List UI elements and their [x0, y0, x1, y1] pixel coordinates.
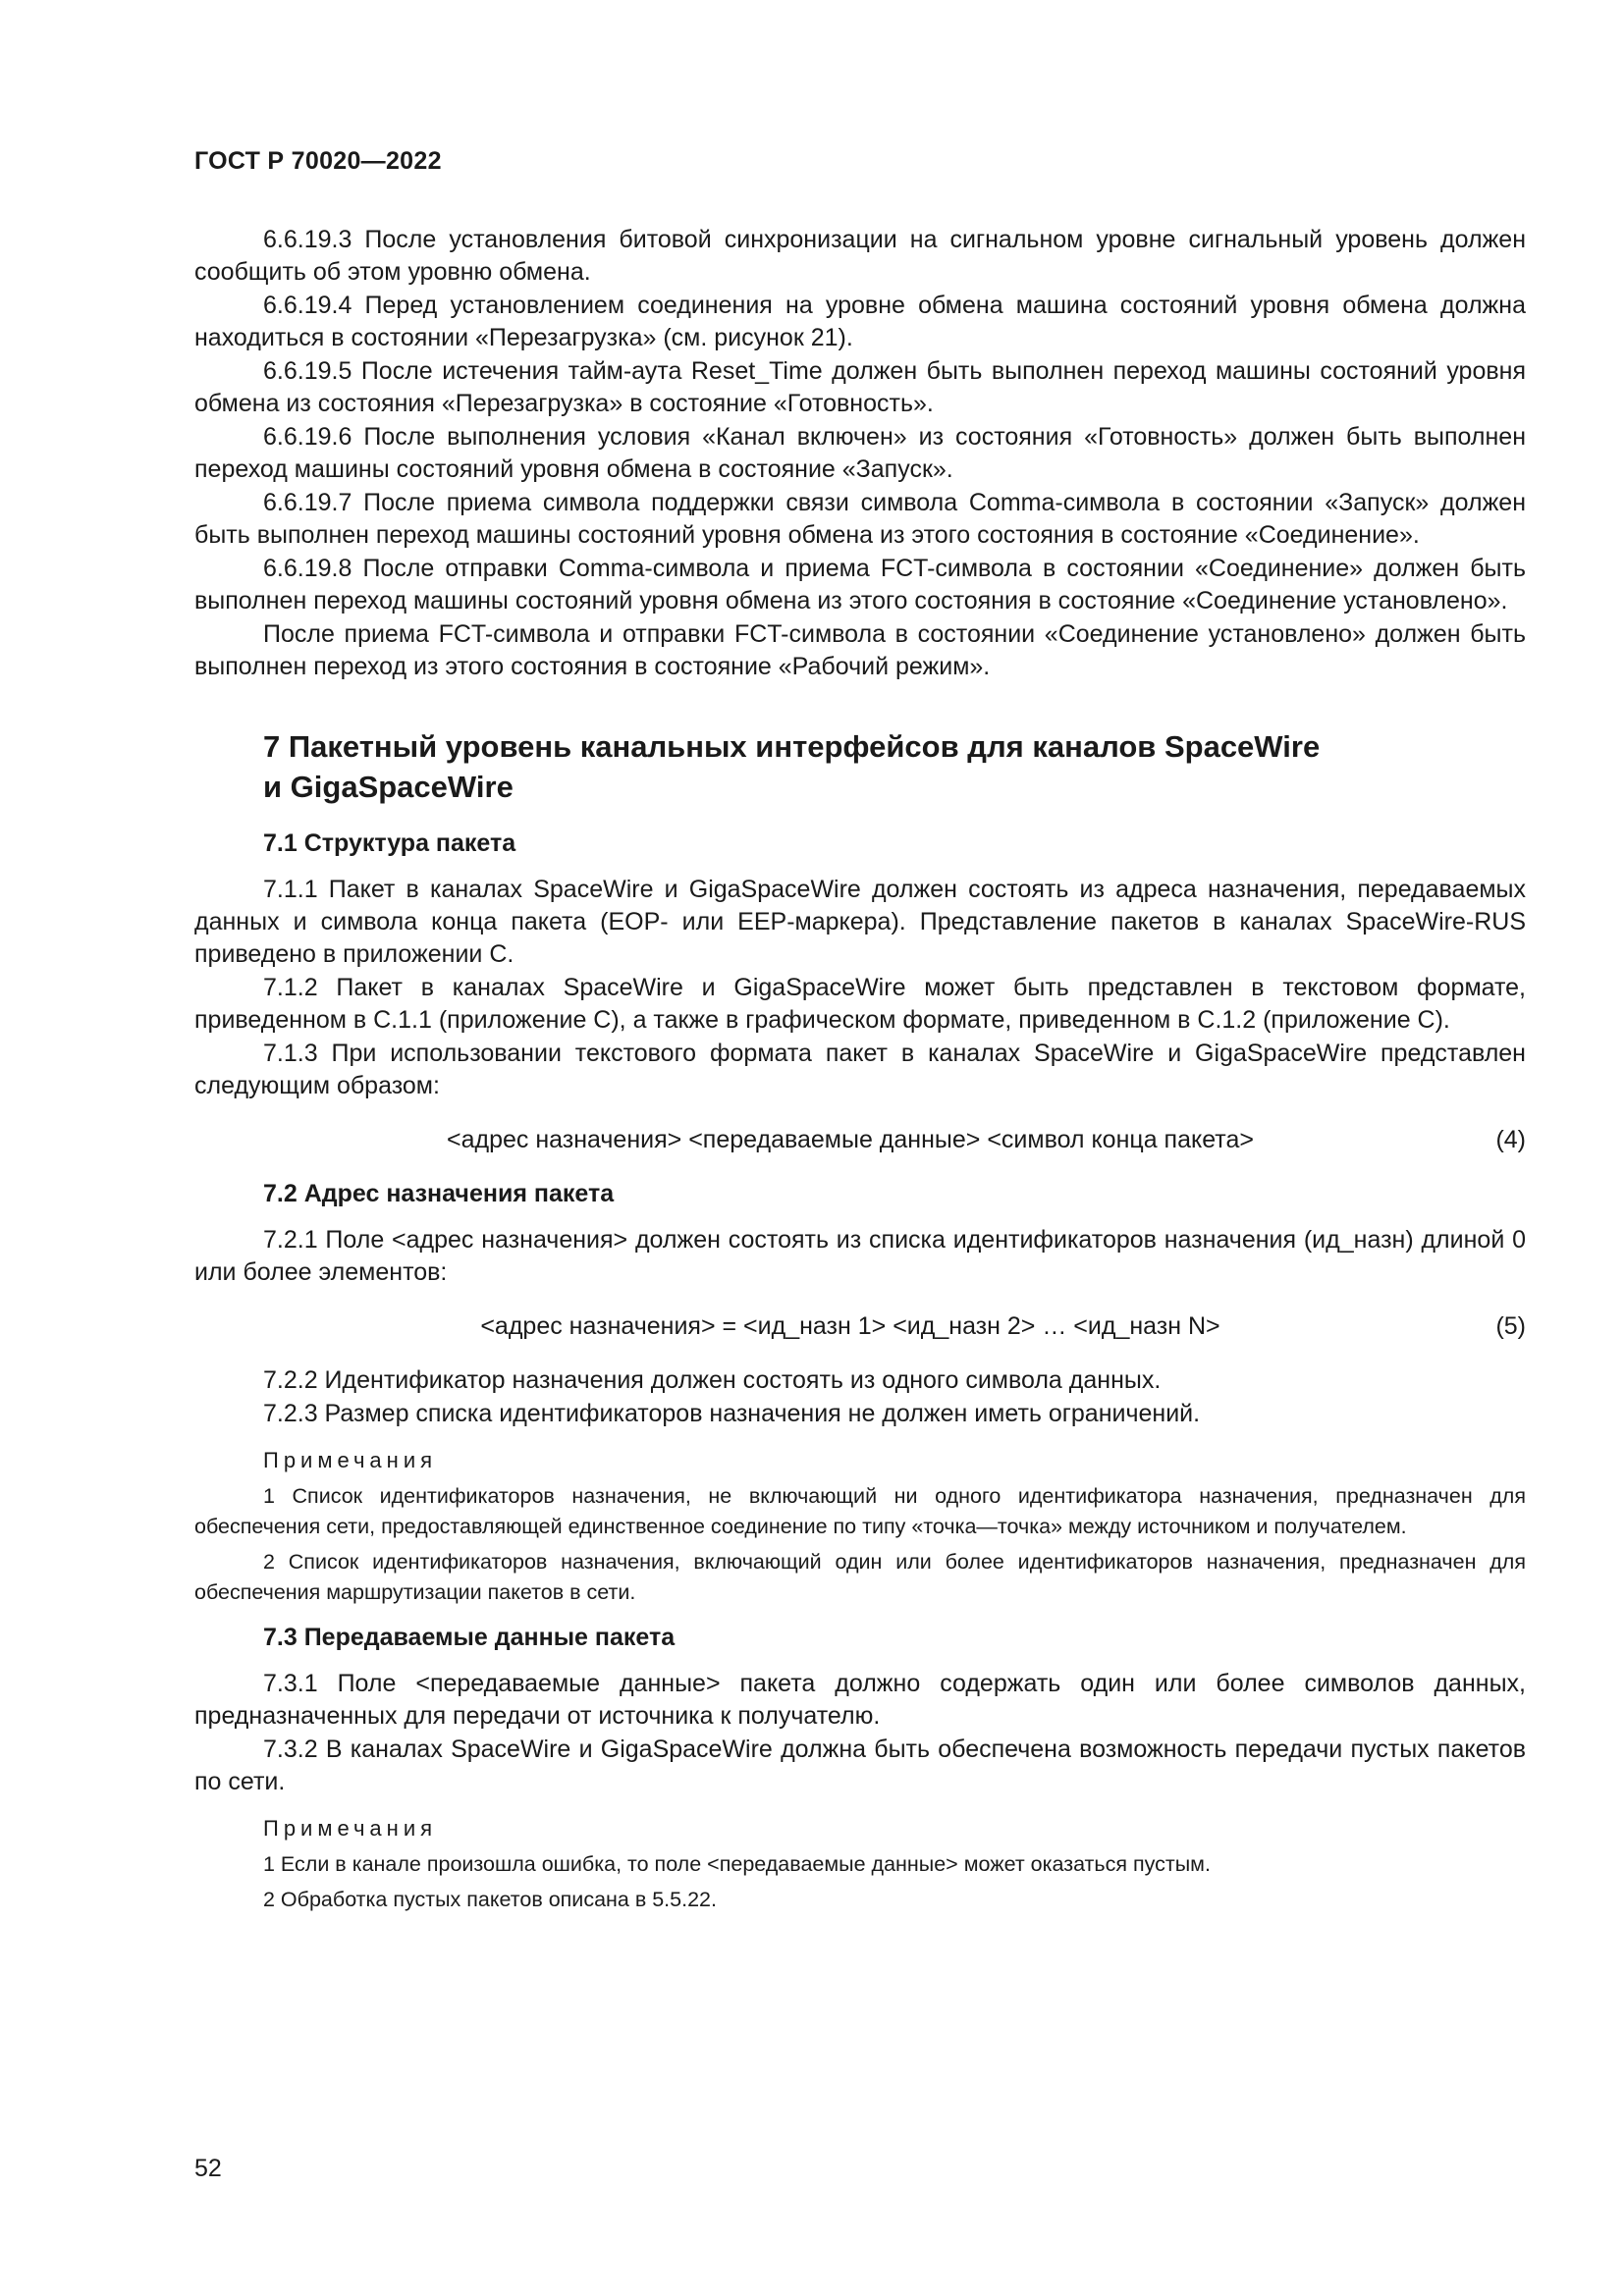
paragraph-7-1-2: 7.1.2 Пакет в каналах SpaceWire и GigaSpaceWire может быть представлен в текстовом формате, приведенном в С.1.1 (приложение С), а также в графическом формате, приведенном в С.1.2 (приложение С).	[194, 974, 1526, 1034]
formula-5-number: (5)	[1495, 1312, 1526, 1340]
paragraph-7-2-1: 7.2.1 Поле <адрес назначения> должен состоять из списка идентификаторов назначения (ид_назн) длиной 0 или более элементов:	[194, 1226, 1526, 1286]
paragraph-working-mode: После приема FCT-символа и отправки FCT-символа в состоянии «Соединение установлено» должен быть выполнен переход из этого состояния в состояние «Рабочий режим».	[194, 620, 1526, 680]
formula-5-expression: <адрес назначения> = <ид_назн 1> <ид_назн 2> … <ид_назн N>	[480, 1312, 1220, 1340]
notes-heading-7-2: Примечания	[263, 1448, 438, 1472]
note-7-2-2: 2 Список идентификаторов назначения, включающий один или более идентификаторов назначения, предназначен для обеспечения маршрутизации пакетов в сети.	[194, 1550, 1526, 1604]
formula-4-number: (4)	[1495, 1126, 1526, 1153]
paragraph-7-2-2: 7.2.2 Идентификатор назначения должен состоять из одного символа данных.	[263, 1366, 1162, 1394]
notes-heading-7-3: Примечания	[263, 1816, 438, 1841]
paragraph-6-6-19-5: 6.6.19.5 После истечения тайм-аута Reset_Time должен быть выполнен переход машины состояний уровня обмена из состояния «Перезагрузка» в состояние «Готовность».	[194, 357, 1526, 417]
section-7-3-title: 7.3 Передаваемые данные пакета	[263, 1624, 676, 1651]
paragraph-7-2-3: 7.2.3 Размер списка идентификаторов назначения не должен иметь ограничений.	[263, 1400, 1201, 1427]
note-7-3-1: 1 Если в канале произошла ошибка, то поле <передаваемые данные> может оказаться пустым.	[263, 1852, 1211, 1876]
paragraph-6-6-19-4: 6.6.19.4 Перед установлением соединения на уровне обмена машина состояний уровня обмена должна находиться в состоянии «Перезагрузка» (см. рисунок 21).	[194, 292, 1526, 351]
section-7-title-line2: и GigaSpaceWire	[263, 770, 514, 804]
paragraph-7-1-3: 7.1.3 При использовании текстового формата пакет в каналах SpaceWire и GigaSpaceWire представлен следующим образом:	[194, 1040, 1526, 1099]
section-7-2-title: 7.2 Адрес назначения пакета	[263, 1180, 615, 1207]
paragraph-6-6-19-7: 6.6.19.7 После приема символа поддержки связи символа Comma-символа в состоянии «Запуск» должен быть выполнен переход машины состояний уровня обмена из этого состояния в состояние «Соединение».	[194, 489, 1526, 549]
section-7-title-line1: 7 Пакетный уровень канальных интерфейсов для каналов SpaceWire	[263, 729, 1321, 764]
formula-5	[194, 1310, 1526, 1343]
page-number: 52	[194, 2155, 222, 2182]
paragraph-6-6-19-8: 6.6.19.8 После отправки Comma-символа и приема FCT-символа в состоянии «Соединение» должен быть выполнен переход машины состояний уровня обмена из этого состояния в состояние «Соединение установлено».	[194, 555, 1526, 614]
formula-4-expression: <адрес назначения> <передаваемые данные> <символ конца пакета>	[447, 1126, 1254, 1153]
note-7-3-2: 2 Обработка пустых пакетов описана в 5.5.22.	[263, 1888, 717, 1911]
section-7-title	[263, 726, 1526, 807]
note-7-2-1: 1 Список идентификаторов назначения, не включающий ни одного идентификатора назначения, предназначен для обеспечения сети, предоставляющей единственное соединение по типу «точка—точка» между источником и получателем.	[194, 1484, 1526, 1538]
paragraph-7-1-1: 7.1.1 Пакет в каналах SpaceWire и GigaSpaceWire должен состоять из адреса назначения, передаваемых данных и символа конца пакета (EOP- или EEP-маркера). Представление пакетов в каналах SpaceWire-RUS приведено в приложении С.	[194, 876, 1526, 968]
paragraph-7-3-1: 7.3.1 Поле <передаваемые данные> пакета должно содержать один или более символов данных, предназначенных для передачи от источника к получателю.	[194, 1670, 1526, 1730]
document-body	[194, 224, 1526, 1920]
paragraph-7-3-2: 7.3.2 В каналах SpaceWire и GigaSpaceWire должна быть обеспечена возможность передачи пустых пакетов по сети.	[194, 1735, 1526, 1795]
paragraph-6-6-19-6: 6.6.19.6 После выполнения условия «Канал включен» из состояния «Готовность» должен быть выполнен переход машины состояний уровня обмена в состояние «Запуск».	[194, 423, 1526, 483]
formula-4	[194, 1124, 1526, 1156]
document-header: ГОСТ Р 70020—2022	[194, 147, 442, 175]
paragraph-6-6-19-3: 6.6.19.3 После установления битовой синхронизации на сигнальном уровне сигнальный уровень должен сообщить об этом уровню обмена.	[194, 226, 1526, 286]
section-7-1-title: 7.1 Структура пакета	[263, 829, 516, 857]
